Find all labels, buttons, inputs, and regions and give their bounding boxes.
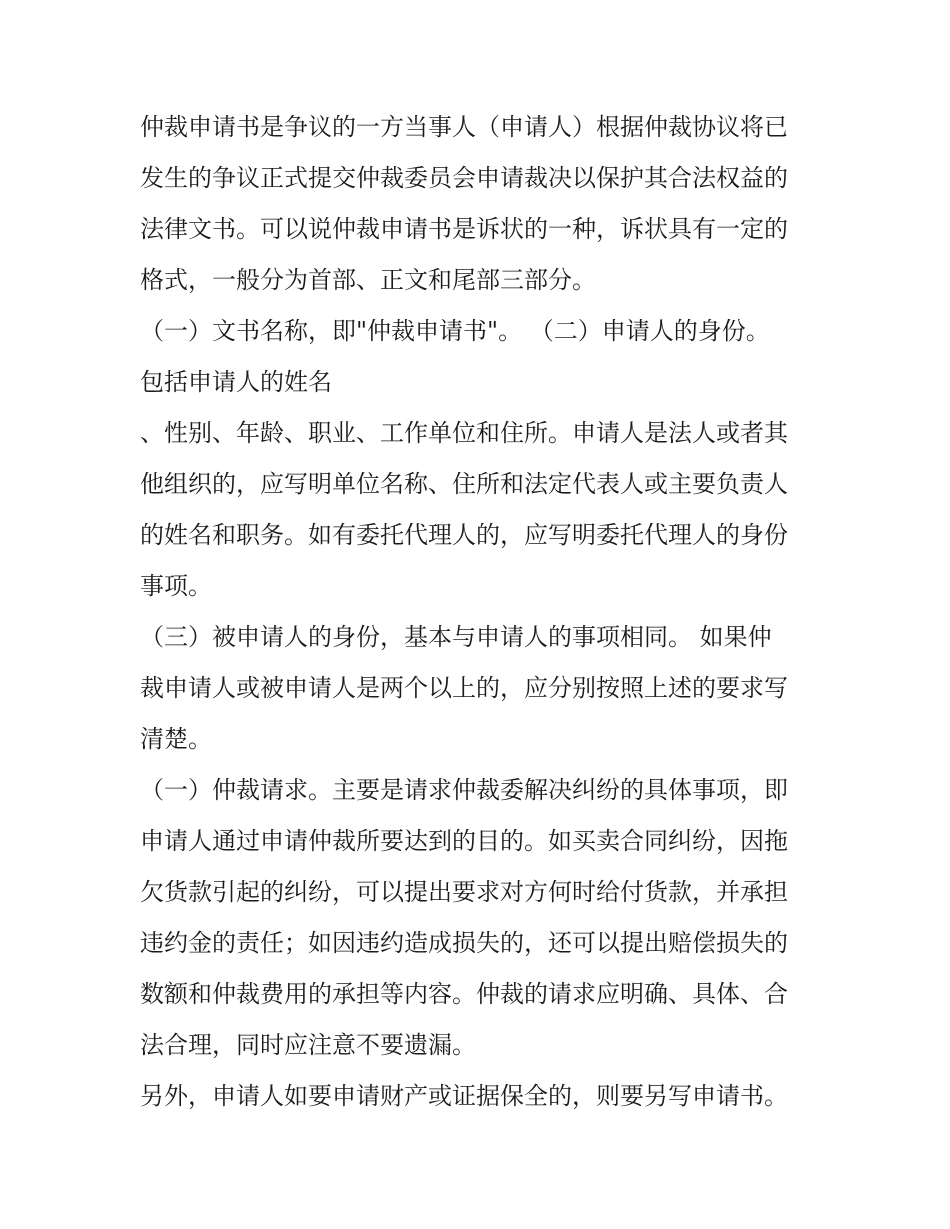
text-line: （一）文书名称，即"仲裁申请书"。 （二）申请人的身份。: [140, 317, 770, 345]
text-line: 、性别、年龄、职业、工作单位和住所。申请人是法人或者其: [140, 419, 788, 447]
text-line: （一）仲裁请求。主要是请求仲裁委解决纠纷的具体事项，即: [140, 776, 788, 804]
text-line: 发生的争议正式提交仲裁委员会申请裁决以保护其合法权益的: [140, 164, 788, 192]
text-line: 法合理，同时应注意不要遗漏。: [140, 1031, 476, 1059]
text-line: 仲裁申请书是争议的一方当事人（申请人）根据仲裁协议将已: [140, 113, 788, 141]
text-line: 裁申请人或被申请人是两个以上的，应分别按照上述的要求写: [140, 674, 788, 702]
text-line: 欠货款引起的纠纷，可以提出要求对方何时给付货款，并承担: [140, 878, 788, 906]
text-line: 清楚。: [140, 725, 212, 753]
text-line: 包括申请人的姓名: [140, 368, 332, 396]
text-line: 他组织的，应写明单位名称、住所和法定代表人或主要负责人: [140, 470, 788, 498]
text-line: 的姓名和职务。如有委托代理人的，应写明委托代理人的身份: [140, 521, 788, 549]
document-body: [140, 102, 820, 1122]
text-line: 事项。: [140, 572, 212, 600]
text-line: 另外，申请人如要申请财产或证据保全的，则要另写申请书。: [140, 1082, 788, 1110]
text-line: （三）被申请人的身份，基本与申请人的事项相同。 如果仲: [140, 623, 772, 651]
text-line: 数额和仲裁费用的承担等内容。仲裁的请求应明确、具体、合: [140, 980, 788, 1008]
text-line: 申请人通过申请仲裁所要达到的目的。如买卖合同纠纷，因拖: [140, 827, 788, 855]
text-line: 违约金的责任；如因违约造成损失的，还可以提出赔偿损失的: [140, 929, 788, 957]
text-line: 法律文书。可以说仲裁申请书是诉状的一种，诉状具有一定的: [140, 215, 788, 243]
text-line: 格式，一般分为首部、正文和尾部三部分。: [140, 266, 596, 294]
